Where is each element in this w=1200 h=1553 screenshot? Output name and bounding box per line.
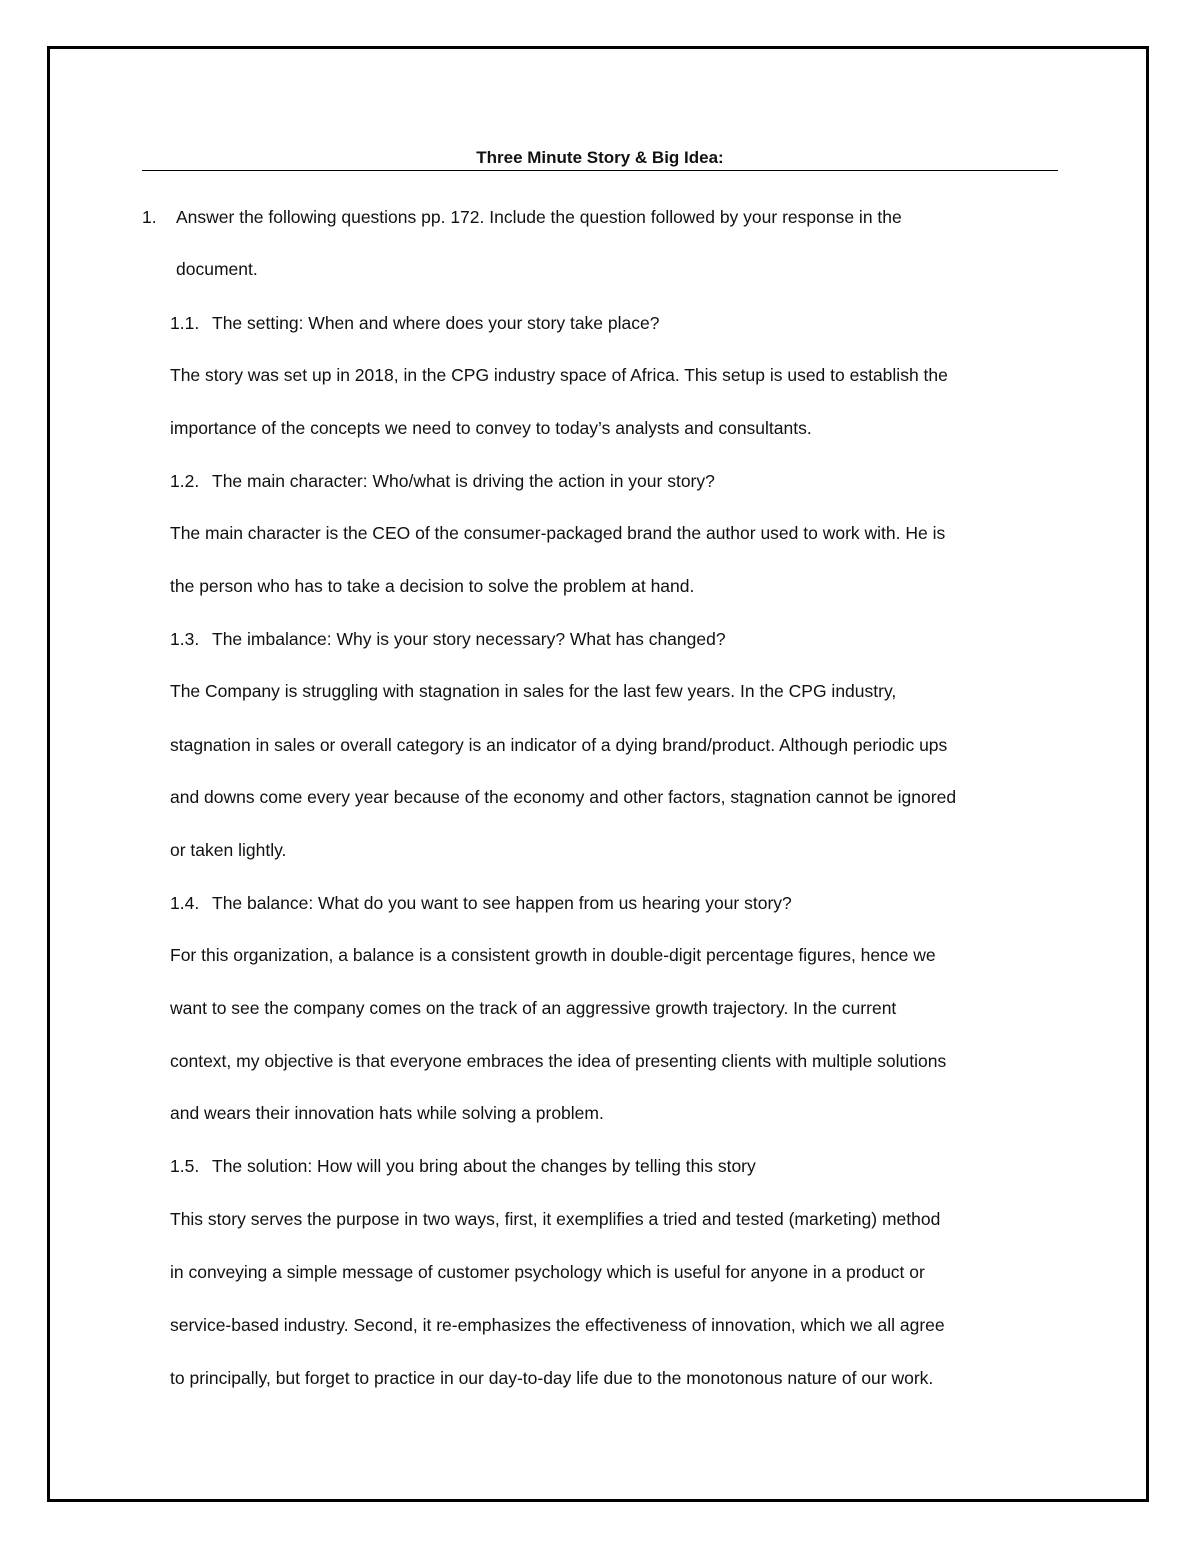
- question-text: The setting: When and where does your story take place?: [212, 313, 660, 333]
- answer-line: or taken lightly.: [170, 840, 287, 860]
- question-text: The imbalance: Why is your story necessary? What has changed?: [212, 629, 726, 649]
- answer-line: stagnation in sales or overall category is an indicator of a dying brand/product. Although periodic ups: [170, 735, 948, 755]
- section-question: [170, 627, 726, 651]
- question-text: The main character: Who/what is driving the action in your story?: [212, 471, 715, 491]
- answer-line: This story serves the purpose in two ways, first, it exemplifies a tried and tested (marketing) method: [170, 1209, 941, 1229]
- answer-line: The Company is struggling with stagnation in sales for the last few years. In the CPG industry,: [170, 681, 897, 701]
- answer-line: and wears their innovation hats while solving a problem.: [170, 1103, 604, 1123]
- question-text: The balance: What do you want to see happen from us hearing your story?: [212, 893, 792, 913]
- answer-line: The story was set up in 2018, in the CPG industry space of Africa. This setup is used to establish the: [170, 365, 948, 385]
- answer-line: The main character is the CEO of the consumer-packaged brand the author used to work with. He is: [170, 523, 946, 543]
- section-question: [170, 311, 659, 335]
- section-number: 1.5.: [170, 1156, 200, 1176]
- answer-line: and downs come every year because of the economy and other factors, stagnation cannot be ignored: [170, 787, 957, 807]
- question-text: The solution: How will you bring about the changes by telling this story: [212, 1156, 756, 1176]
- section-number: 1.2.: [170, 471, 200, 491]
- section-question: [170, 891, 792, 915]
- answer-line: context, my objective is that everyone embraces the idea of presenting clients with multiple solutions: [170, 1051, 947, 1071]
- answer-line: the person who has to take a decision to solve the problem at hand.: [170, 576, 695, 596]
- section-question: [170, 1154, 756, 1178]
- item-1: [142, 205, 902, 229]
- section-number: 1.3.: [170, 629, 200, 649]
- item-1-text-line2: document.: [176, 259, 258, 279]
- answer-line: to principally, but forget to practice in our day-to-day life due to the monotonous nature of our work.: [170, 1368, 934, 1388]
- answer-line: importance of the concepts we need to convey to today’s analysts and consultants.: [170, 418, 812, 438]
- answer-line: service-based industry. Second, it re-emphasizes the effectiveness of innovation, which we all agree: [170, 1315, 945, 1335]
- section-number: 1.1.: [170, 313, 200, 333]
- answer-line: For this organization, a balance is a consistent growth in double-digit percentage figures, hence we: [170, 945, 936, 965]
- answer-line: want to see the company comes on the track of an aggressive growth trajectory. In the current: [170, 998, 897, 1018]
- document-title: Three Minute Story & Big Idea:: [476, 148, 724, 167]
- title-underline: [142, 170, 1058, 171]
- section-number: 1.4.: [170, 893, 200, 913]
- section-question: [170, 469, 715, 493]
- answer-line: in conveying a simple message of customer psychology which is useful for anyone in a product or: [170, 1262, 925, 1282]
- item-1-text-line1: Answer the following questions pp. 172. Include the question followed by your response in the: [176, 207, 902, 227]
- item-1-number: 1.: [142, 207, 157, 227]
